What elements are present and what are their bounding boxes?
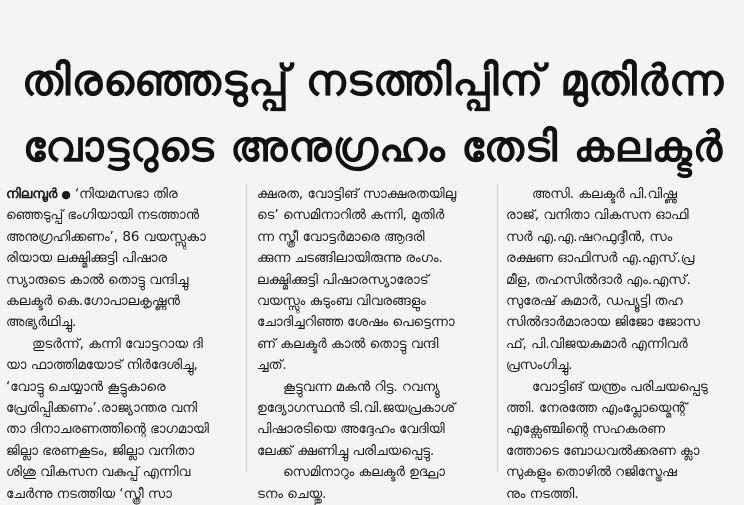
text-line: ച്ചത്. (257, 358, 287, 374)
article-body (6, 184, 742, 502)
text-line-content: ‘നിയമസഭാ തിര (74, 187, 178, 202)
text-line: യാ ഫാത്തിമയോട് നിർദേശിച്ചു, (6, 358, 198, 374)
text-line: ടെ’ സെമിനാറിൽ കന്നി, മുതിർ (257, 208, 445, 224)
text-line: എക്സേഞ്ചിന്റെ സഹകരണ (506, 422, 665, 438)
text-line: ‘വോട്ടു ചെയ്യാൻ കൂട്ടുകാരെ (6, 379, 166, 395)
text-line: ശിശു വികസന വകുപ്പ് എന്നിവ (6, 465, 191, 481)
text-line: സിൽദാർമാരായ ജിജോ ജോസ (506, 315, 700, 331)
text-line: നും നടത്തി. (506, 486, 579, 502)
text-line: രാജ്, വനിതാ വികസന ഓഫി (506, 208, 689, 224)
text-line: ത്തോടെ ബോധവൽക്കരണ ക്ലാ (506, 443, 700, 459)
text-line: ഉദ്യോഗസ്ഥൻ ടി.വി.ജയപ്രകാശ് (257, 401, 456, 417)
text-line: പ്രസംഗിച്ചു. (506, 358, 573, 374)
text-line (6, 184, 238, 205)
text-line: ലക്ഷ്മിക്കുട്ടി പിഷാരസ്യാരോട് (257, 272, 429, 288)
text-line: ക്ഷരത, വോട്ടിങ് സാക്ഷരതയിലൂ (257, 187, 457, 202)
paragraph-start-line: വോട്ടിങ് യന്ത്രം പരിചയപ്പെടു (532, 379, 708, 395)
headline-line-1: തിരഞ്ഞെടുപ്പ് നടത്തിപ്പിന് മുതിർന്ന (21, 56, 725, 106)
text-line: ലേക്ക് ക്ഷണിച്ചു പരിചയപ്പെട്ടു. (257, 443, 435, 459)
text-line: അഭ്യർഥിച്ചു. (6, 315, 77, 331)
article-column-2 (257, 184, 489, 502)
text-line: ചോദിച്ചറിഞ്ഞ ശേഷം പെട്ടെന്നാ (257, 315, 455, 331)
text-line: മീള, തഹസിൽദാർ എം.എസ്. (506, 272, 691, 288)
text-line: ടനം ചെയ്തു. (257, 486, 327, 502)
bullet-icon: ● (61, 188, 71, 201)
text-line: സുകളും തൊഴിൽ റജിസ്ട്രേഷ (506, 465, 677, 481)
text-line: ക്കുന്ന ചടങ്ങിലായിരുന്നു രംഗം. (257, 251, 443, 267)
text-line: സ്യാരുടെ കാൽ തൊട്ടു വന്ദിച്ചു (6, 272, 189, 288)
text-line: വയസ്സും കുടുംബ വിവരങ്ങളും (257, 294, 426, 310)
text-line: രക്ഷണ ഓഫിസർ എ.എസ്.പ്ര (506, 251, 695, 267)
text-line: പ്രേരിപ്പിക്കണം’.രാജ്യാന്തര വനി (6, 401, 198, 417)
paragraph-start-line: തുടർന്ന്, കന്നി വോട്ടറായ ദി (32, 336, 203, 352)
text-line: പിഷാരടിയെ അദ്ദേഹം വേദിയി (257, 422, 445, 438)
paragraph-start-line: കൂട്ടുവന്ന മകൻ റിട്ട. റവന്യു (283, 379, 440, 395)
article-column-3 (506, 184, 742, 502)
text-line: ജില്ലാ ഭരണകൂടം, ജില്ലാ വനിതാ (6, 443, 195, 459)
text-line: സുരേഷ് കുമാർ, ഡപ്യൂട്ടി തഹ (506, 294, 683, 310)
text-line: ണ് കലക്ടർ കാൽ തൊട്ടു വന്ദി (257, 336, 439, 352)
paragraph-start-line: സെമിനാറും കലക്ടർ ഉദ്ഘാ (283, 465, 445, 481)
text-line: രിയായ ലക്ഷ്മിക്കുട്ടി പിഷാര (6, 251, 168, 267)
text-line: താ ദിനാചരണത്തിന്റെ ഭാഗമായി (6, 422, 209, 438)
dateline: നിലമ്പൂർ (6, 187, 58, 202)
text-line: ഫ്, പി.വിജയകുമാർ എന്നിവർ (506, 336, 688, 352)
text-line: ഞ്ഞെടുപ്പ് ഭംഗിയായി നടത്താൻ (6, 208, 199, 224)
headline-line-2: വോട്ടറുടെ അനുഗ്രഹം തേടി കലക്ടർ (22, 122, 724, 171)
text-line: സർ എ.എ.ഷറഫുദ്ദീൻ, സം (506, 229, 673, 245)
article-column-1 (6, 184, 238, 502)
text-line: ത്തി. നേരത്തേ എംപ്ലോയ്മെന്റ് (506, 401, 688, 417)
text-line: ചേർന്നു നടത്തിയ ‘സ്ത്രീ സാ (6, 486, 172, 502)
paragraph-start-line: അസി. കലക്ടർ പി.വിഷ്ണു (532, 187, 677, 202)
text-line: ന്ന സ്ത്രീ വോട്ടർമാരെ ആദരി (257, 229, 425, 245)
text-line: അനുഗ്രഹിക്കണം’, 86 വയസ്സുകാ (6, 229, 206, 245)
headline (18, 48, 728, 180)
text-line: കലക്ടർ കെ.ഗോപാലകൃഷ്ണൻ (6, 294, 180, 310)
